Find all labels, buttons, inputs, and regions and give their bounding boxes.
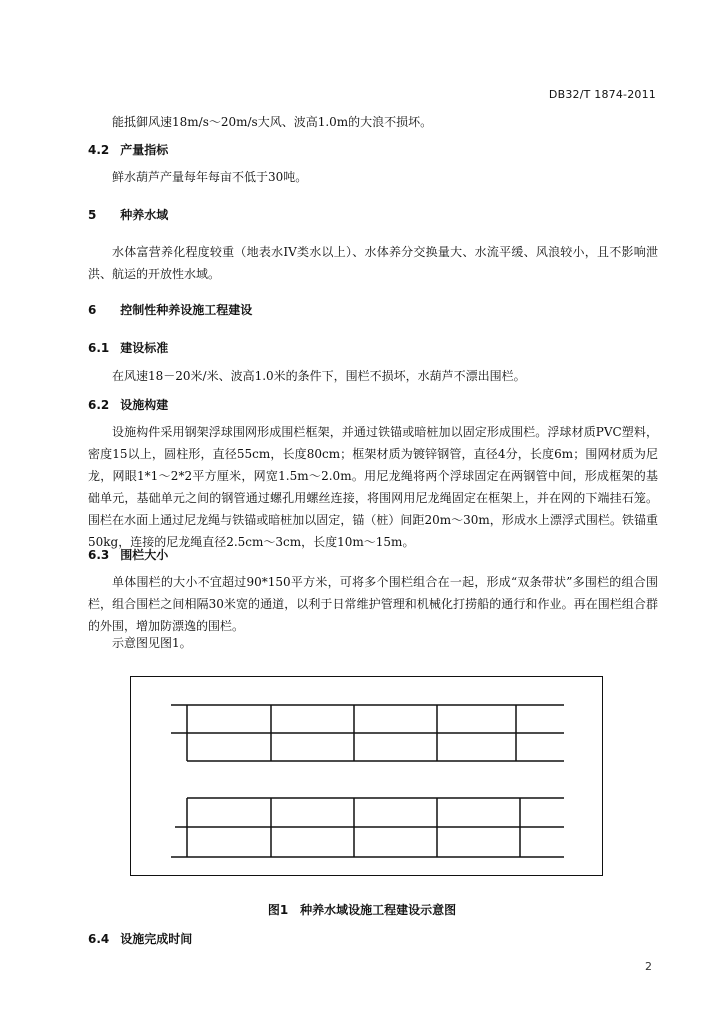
heading-number: 4.2 [88,143,110,157]
paragraph-yield: 鲜水葫芦产量每年每亩不低于30吨。 [112,170,308,184]
enclosure-schematic [131,677,604,877]
paragraph-enclosure-size: 单体围栏的大小不宜超过90*150平方米，可将多个围栏组合在一起，形成“双条带状”多围栏的组合围栏，组合围栏之间相隔30米宽的通道，以利于日常维护管理和机械化打捞船的通行和作业。再在围栏组合群的外围，增加防漂逸的围栏。 [88,575,658,633]
heading-6-2 [88,396,168,414]
paragraph-figure-reference: 示意图见图1。 [112,636,192,650]
heading-title: 设施完成时间 [120,932,193,946]
page-number: 2 [645,960,652,973]
paragraph-wind-resistance: 能抵御风速18m/s～20m/s大风、波高1.0m的大浪不损坏。 [112,115,433,129]
heading-number: 6 [88,303,97,317]
heading-number: 6.1 [88,341,110,355]
heading-title: 围栏大小 [120,548,169,562]
heading-title: 种养水域 [120,208,169,222]
heading-4-2 [88,141,168,159]
paragraph-water-area: 水体富营养化程度较重（地表水IV类水以上）、水体养分交换量大、水流平缓、风浪较小，且不影响泄洪、航运的开放性水域。 [88,245,658,281]
figure-1-frame [130,676,603,876]
figure-1-caption: 图1 种养水域设施工程建设示意图 [267,903,457,917]
heading-6-1 [88,339,168,357]
heading-number: 6.3 [88,548,110,562]
heading-title: 建设标准 [120,341,169,355]
paragraph-construction-standard: 在风速18－20米/米、波高1.0米的条件下，围栏不损坏，水葫芦不漂出围栏。 [112,369,526,383]
document-code: DB32/T 1874-2011 [548,88,656,101]
heading-title: 控制性种养设施工程建设 [120,303,253,317]
heading-6-4 [88,930,192,948]
heading-number: 6.2 [88,398,110,412]
heading-6 [88,301,252,319]
heading-title: 产量指标 [120,143,169,157]
paragraph-facility-structure: 设施构件采用钢架浮球围网形成围栏框架，并通过铁锚或暗桩加以固定形成围栏。浮球材质PVC塑料，密度15以上，圆柱形，直径55cm，长度80cm；框架材质为镀锌钢管，直径4分，长度6m；围网材质为尼龙，网眼1*1～2*2平方厘米，网宽1.5m～2.0m。用尼龙绳将两个浮球固定在两钢管中间，形成框架的基础单元，基础单元之间的钢管通过螺孔用螺丝连接，将围网用尼龙绳固定在框架上，并在网的下端挂石笼。围栏在水面上通过尼龙绳与铁锚或暗桩加以固定，锚（桩）间距20m～30m，形成水上漂浮式围栏。铁锚重50kg，连接的尼龙绳直径2.5cm～3cm，长度10m～15m。 [88,425,658,549]
heading-5 [88,206,168,224]
heading-title: 设施构建 [120,398,169,412]
heading-number: 5 [88,208,97,222]
heading-6-3 [88,546,168,564]
heading-number: 6.4 [88,932,110,946]
